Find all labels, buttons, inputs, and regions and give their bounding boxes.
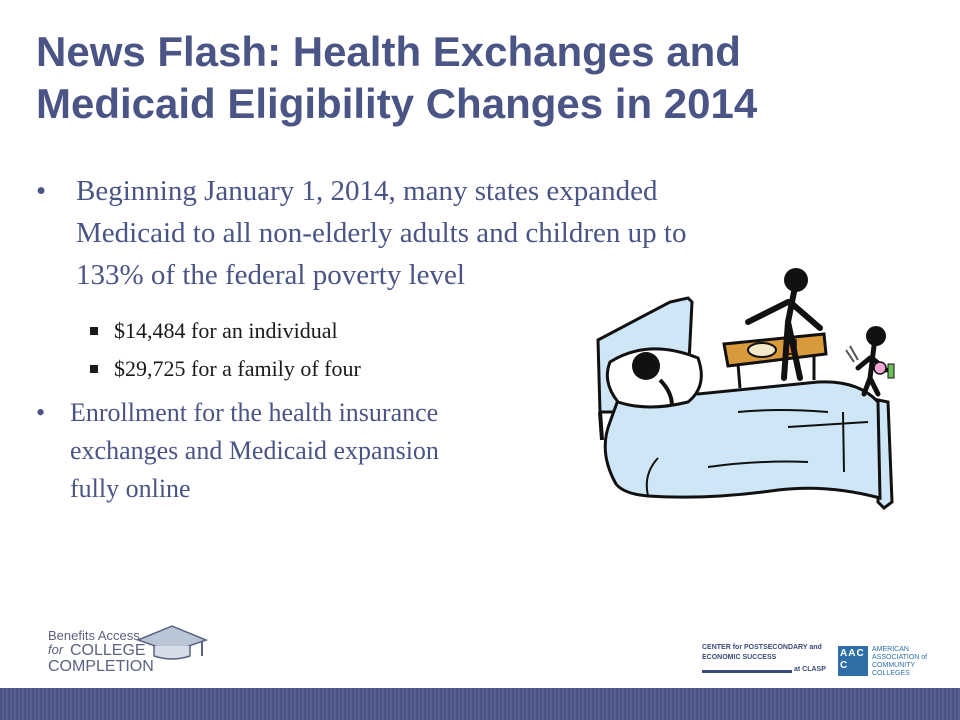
sub-bullet-family xyxy=(90,356,361,382)
bullet-2-line-1: Enrollment for the health insurance xyxy=(70,398,439,427)
footer-bar xyxy=(0,688,960,720)
title-line-2: Medicaid Eligibility Changes in 2014 xyxy=(36,80,758,127)
sub-bullet-text: $29,725 for a family of four xyxy=(114,356,361,381)
bullet-1-line-3: 133% of the federal poverty level xyxy=(76,259,465,291)
clasp-line-2: ECONOMIC SUCCESS xyxy=(702,654,777,661)
logo-text-college: COLLEGE xyxy=(70,642,146,659)
bullet-2-line-3: fully online xyxy=(70,474,191,503)
square-bullet-icon xyxy=(90,365,98,373)
aacc-mark-text: AACC xyxy=(840,648,865,671)
bullet-marker: • xyxy=(36,175,47,207)
clasp-line-3: at CLASP xyxy=(794,666,826,673)
title-line-1: News Flash: Health Exchanges and xyxy=(36,28,741,75)
bullet-1-line-1: Beginning January 1, 2014, many states expanded xyxy=(76,175,658,207)
sub-bullet-text: $14,484 for an individual xyxy=(114,318,338,343)
bullet-marker: • xyxy=(36,398,46,427)
clasp-rule xyxy=(702,670,792,673)
aacc-line-3: COMMUNITY xyxy=(872,662,916,669)
aacc-line-4: COLLEGES xyxy=(872,670,910,677)
aacc-mark-icon xyxy=(838,646,868,676)
patient-in-bed-with-caregivers-clipart xyxy=(588,262,918,524)
logo-text-benefits-access: Benefits Access xyxy=(48,628,140,643)
logo-text-for: for xyxy=(48,642,64,657)
aacc-line-1: AMERICAN xyxy=(872,646,909,653)
bullet-2-line-2: exchanges and Medicaid expansion xyxy=(70,436,439,465)
square-bullet-icon xyxy=(90,327,98,335)
aacc-line-2: ASSOCIATION of xyxy=(872,654,928,661)
bullet-1-line-2: Medicaid to all non-elderly adults and children up to xyxy=(76,217,687,249)
logo-text-completion: COMPLETION xyxy=(48,658,154,675)
slide-title xyxy=(36,26,936,130)
aacc-logo xyxy=(838,642,938,682)
clasp-line-1: CENTER for POSTSECONDARY and xyxy=(702,644,822,651)
sub-bullet-individual xyxy=(90,318,338,344)
clasp-logo xyxy=(702,644,826,680)
benefits-access-logo xyxy=(38,622,218,680)
